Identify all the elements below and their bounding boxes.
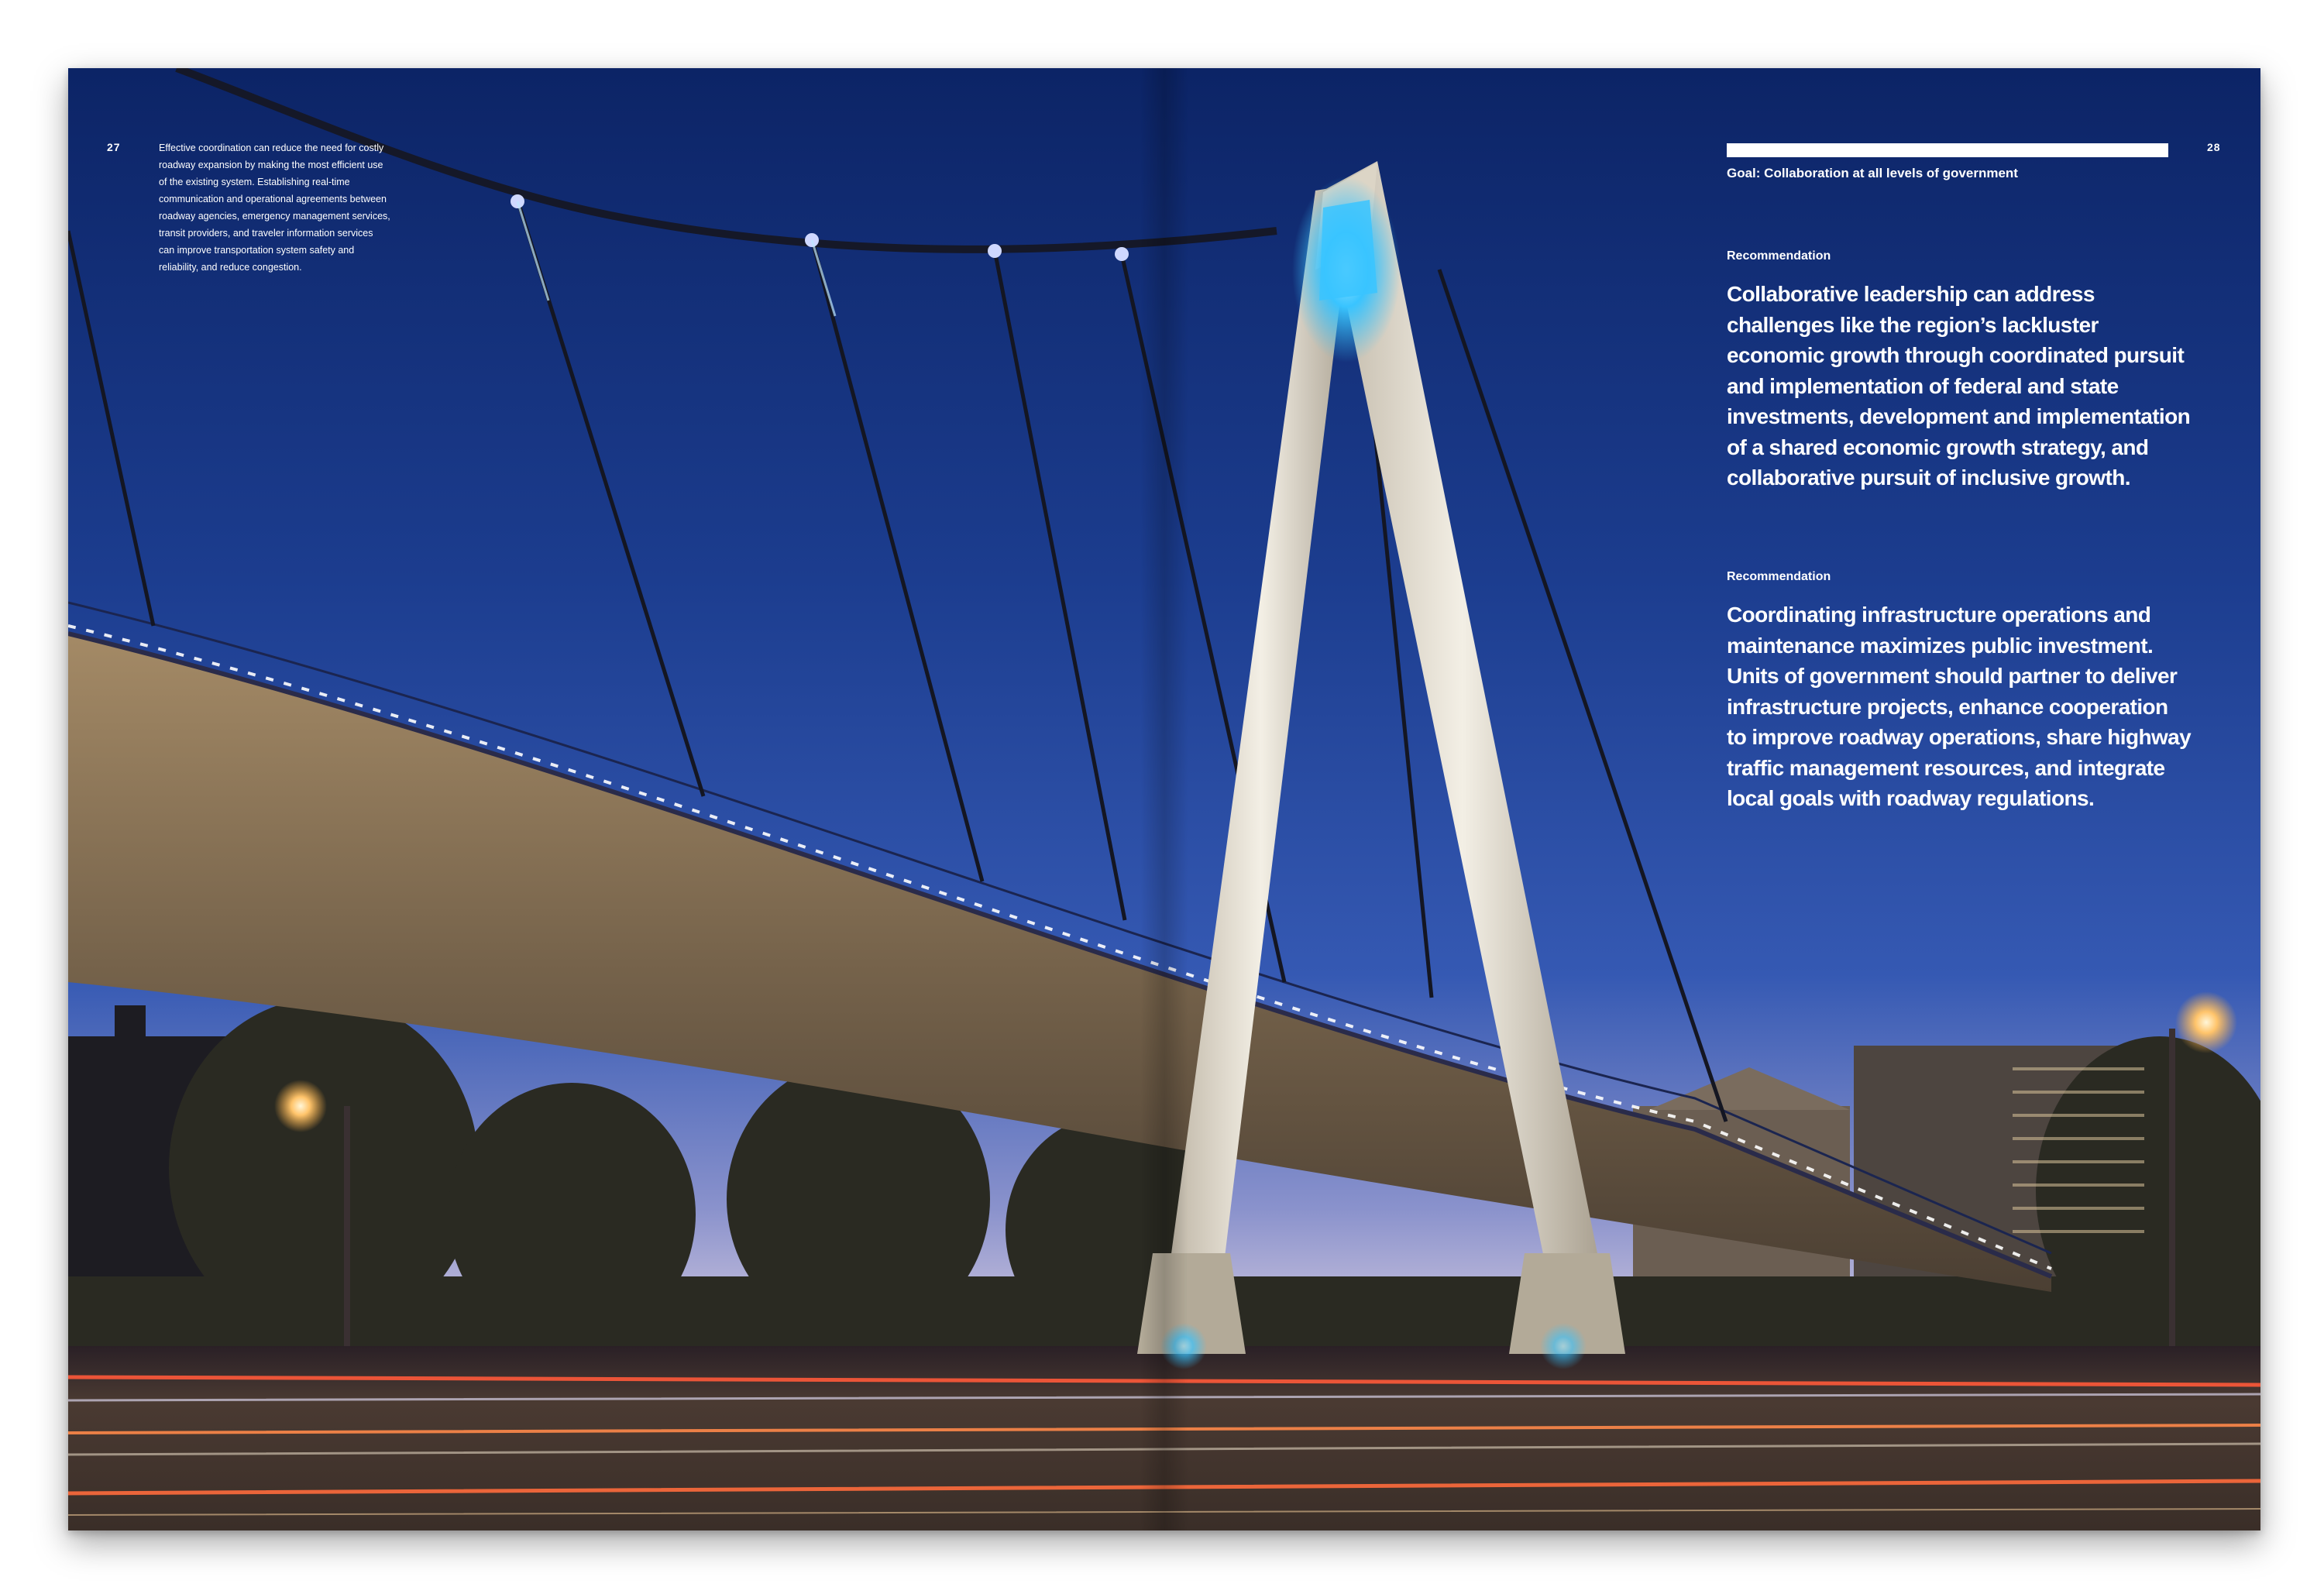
right-page-number: 28 (2207, 141, 2221, 153)
spread-gutter-shadow (1141, 68, 1188, 1530)
recommendation-2-text: Coordinating infrastructure operations and maintenance maximizes public investment. Units of government should partner to deliver infrastructure projects, enhance cooperation to improve roadway operations, share highway traffic management resources, and integrate local goals with roadway regulations. (1727, 603, 2192, 810)
recommendation-1-label: Recommendation (1727, 249, 1831, 263)
goal-header-rule (1727, 143, 2168, 157)
magazine-spread (68, 68, 2260, 1530)
recommendation-2-label: Recommendation (1727, 570, 1831, 583)
left-page-sidenote: Effective coordination can reduce the need for costly roadway expansion by making the most efficient use of the existing system. Establishing real-time communication and operational agreements between roadway agencies, emergency management services, transit providers, and traveler information services can improve transportation system safety and reliability, and reduce congestion. (159, 143, 390, 273)
left-page-number: 27 (107, 141, 121, 153)
goal-heading: Goal: Collaboration at all levels of government (1727, 166, 2018, 180)
recommendation-1-text: Collaborative leadership can address challenges like the region’s lackluster economic growth through coordinated pursuit and implementation of federal and state investments, development and implementation of a shared economic growth strategy, and collaborative pursuit of inclusive growth. (1727, 282, 2191, 490)
